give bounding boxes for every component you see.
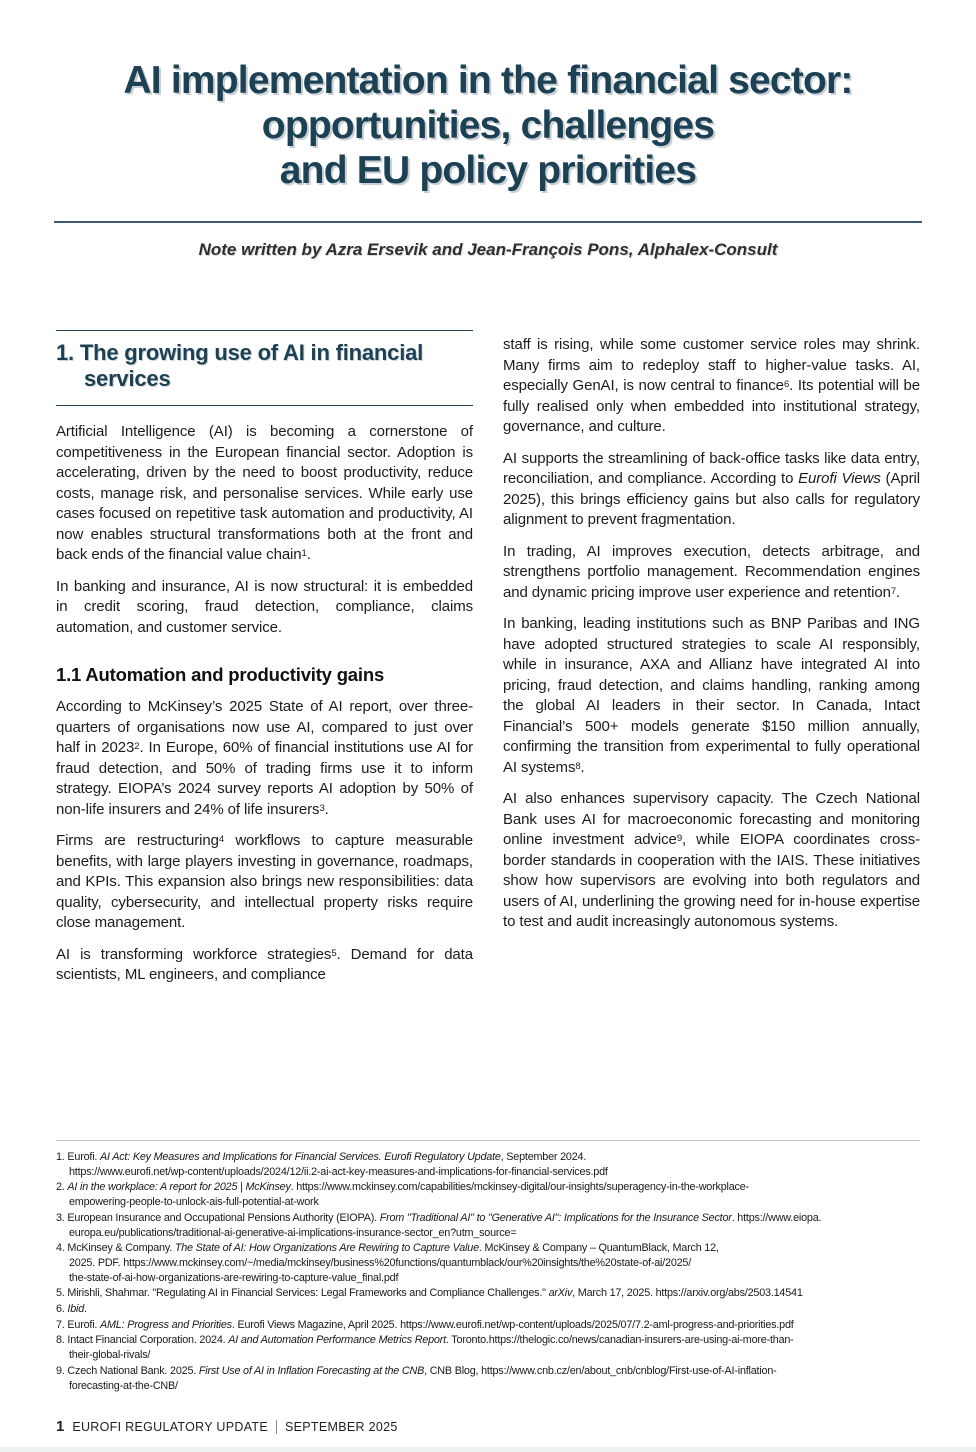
footnote-number: 8. xyxy=(56,1334,68,1347)
section-rule-bottom xyxy=(56,405,473,406)
paragraph: In banking and insurance, AI is now structural: it is embedded in credit scoring, fraud detection, compliance, claims automation, and customer service. xyxy=(56,577,473,636)
section-title: The growing use of AI in financial services xyxy=(79,340,424,391)
publication-date: SEPTEMBER 2025 xyxy=(285,1419,398,1434)
page-bottom-edge xyxy=(0,1447,976,1452)
footnote-item: 7. Eurofi. AML: Progress and Priorities. Eurofi Views Magazine, April 2025. https://www.eurofi.net/wp-content/uploads/2025/07/7.2-aml-progress-and-priorities.pdf xyxy=(56,1318,794,1331)
footnote-item: 8. Intact Financial Corporation. 2024. AI and Automation Performance Metrics Report. Toronto.https://thelogic.co/news/canadian-insurers-are-using-ai-more-than- their-global-rivals/ xyxy=(56,1334,794,1362)
right-column xyxy=(503,330,920,1136)
paragraph: staff is rising, while some customer service roles may shrink. Many firms aim to redeploy staff to higher-value tasks. AI, especially GenAI, is now central to finance$^6$. Its potential will be fully realised only when embedded into institutional strategy, governance, and culture. xyxy=(503,336,920,435)
page-number: 1 xyxy=(56,1418,65,1435)
paragraph: In trading, AI improves execution, detects arbitrage, and strengthens portfolio management. Recommendation engines and dynamic pricing improve user experience and retention$^7$. xyxy=(503,542,920,601)
footnote-item: 2. AI in the workplace: A report for 2025 | McKinsey. https://www.mckinsey.com/capabilities/mckinsey-digital/our-insights/superagency-in-the-workplace- empowering-people-to-unlock-ais-full-potential-at-work xyxy=(56,1181,749,1209)
paragraph: In banking, leading institutions such as BNP Paribas and ING have adopted structured strategies to scale AI responsibly, while in insurance, AXA and Allianz have integrated AI into pricing, fraud detection, and claims handling, ranking among the global AI leaders in their sector. In Canada, Intact Financial’s 500+ models generate $150 million annually, confirming the transition from experimental to fully operational AI systems$^8$. xyxy=(503,615,920,776)
title-line-3: and EU policy priorities xyxy=(279,149,697,192)
two-column-body xyxy=(56,330,920,1136)
footnote-item: 6. Ibid. xyxy=(56,1303,87,1316)
footnote-item: 4. McKinsey & Company. The State of AI: How Organizations Are Rewiring to Capture Value. McKinsey & Company – QuantumBlack, March 12, 2025. PDF. https://www.mckinsey.com/~/media/mckinsey/business%20functions/quantumblack/our%20insights/the%20state-of-ai/2025/ the-state-of-ai-how-organizations-are-rewiring-to-capture-value_final.pdf xyxy=(56,1242,719,1284)
paragraph: Firms are restructuring$^4$ workflows to capture measurable benefits, with large players investing in governance, roadmaps, and KPIs. This expansion also brings new responsibilities: data quality, cybersecurity, and intellectual property risks require close management. xyxy=(56,832,473,931)
paragraph: AI is transforming workforce strategies$^5$. Demand for data scientists, ML engineers, and compliance xyxy=(56,945,473,983)
left-column xyxy=(56,330,473,1136)
title-line-2: opportunities, challenges xyxy=(261,104,715,147)
byline: Note written by Azra Ersevik and Jean-François Pons, Alphalex-Consult xyxy=(198,240,778,259)
paragraph: AI supports the streamlining of back-office tasks like data entry, reconciliation, and compliance. According to Eurofi Views (April 2025), this brings efficiency gains but also calls for regulatory alignment to prevent fragmentation. xyxy=(503,449,920,528)
footnote-item: 3. European Insurance and Occupational Pensions Authority (EIOPA). From "Traditional AI" to "Generative AI": Implications for the Insurance Sector. https://www.eiopa. europa.eu/publications/traditional-ai-generative-ai-implications-insurance-sector_en?utm_source= xyxy=(56,1211,822,1239)
subsection-heading: 1.1 Automation and productivity gains xyxy=(56,664,385,685)
section-heading xyxy=(56,340,473,392)
paragraph: Artificial Intelligence (AI) is becoming a cornerstone of competitiveness in the European financial sector. Adoption is accelerating, driven by the need to boost productivity, reduce costs, manage risk, and personalise services. While early use cases focused on repetitive task automation and productivity, AI now enables structural transformations both at the front and back ends of the financial value chain$^1$. xyxy=(56,423,473,563)
footnote-item: 1. Eurofi. AI Act: Key Measures and Implications for Financial Services. Eurofi Regulatory Update, September 2024. https://www.eurofi.net/wp-content/uploads/2024/12/ii.2-ai-act-key-measures-and-implications-for-financial-services.pdf xyxy=(56,1151,608,1178)
footnote-number: 4. xyxy=(56,1242,68,1255)
document-title xyxy=(0,58,976,193)
masthead xyxy=(0,0,976,260)
right-column-blocks xyxy=(503,335,920,933)
footer-separator xyxy=(276,1420,277,1434)
footnote-item: 5. Mirishli, Shahmar. "Regulating AI in Financial Services: Legal Frameworks and Compliance Challenges." arXiv, March 17, 2025. https://arxiv.org/abs/2503.14541 xyxy=(56,1287,803,1300)
footnote-number: 7. xyxy=(56,1318,68,1331)
section-rule-top xyxy=(56,330,473,331)
footnote-divider xyxy=(56,1140,920,1141)
footnote-item: 9. Czech National Bank. 2025. First Use of AI in Inflation Forecasting at the CNB, CNB Blog, https://www.cnb.cz/en/about_cnb/cnblog/First-use-of-AI-inflation- forecasting-at-the-CNB/ xyxy=(56,1364,777,1392)
page-footer-bar xyxy=(56,1418,398,1435)
footnote-number: 2. xyxy=(56,1181,68,1194)
footnote-region xyxy=(56,1140,920,1394)
footnote-number: 1. xyxy=(56,1151,68,1163)
footnote-number: 3. xyxy=(56,1211,68,1224)
paragraph: According to McKinsey’s 2025 State of AI report, over three-quarters of organisations now use AI, compared to just over half in 2023$^2$. In Europe, 60% of financial institutions use AI for fraud detection, and 50% of trading firms use it to inform strategy. EIOPA’s 2024 survey reports AI adoption by 50% of non-life insurers and 24% of life insurers$^3$. xyxy=(56,698,473,818)
paragraph: AI also enhances supervisory capacity. The Czech National Bank uses AI for macroeconomic forecasting and monitoring online investment advice$^9$, while EIOPA coordinates cross-border standards in cooperation with the IAIS. These initiatives show how supervisors are evolving into both regulators and users of AI, underlining the growing need for in-house expertise to test and audit increasingly autonomous systems. xyxy=(503,790,920,930)
footnote-list xyxy=(56,1150,920,1393)
title-line-1: AI implementation in the financial sector: xyxy=(123,59,853,102)
section-heading-block xyxy=(56,330,473,406)
section-number: 1. xyxy=(56,340,74,365)
footnote-number: 6. xyxy=(56,1303,68,1316)
publication-name: EUROFI REGULATORY UPDATE xyxy=(72,1419,269,1434)
footnote-number: 5. xyxy=(56,1287,68,1300)
left-column-blocks xyxy=(56,422,473,986)
title-divider xyxy=(54,221,922,223)
footnote-number: 9. xyxy=(56,1364,68,1377)
